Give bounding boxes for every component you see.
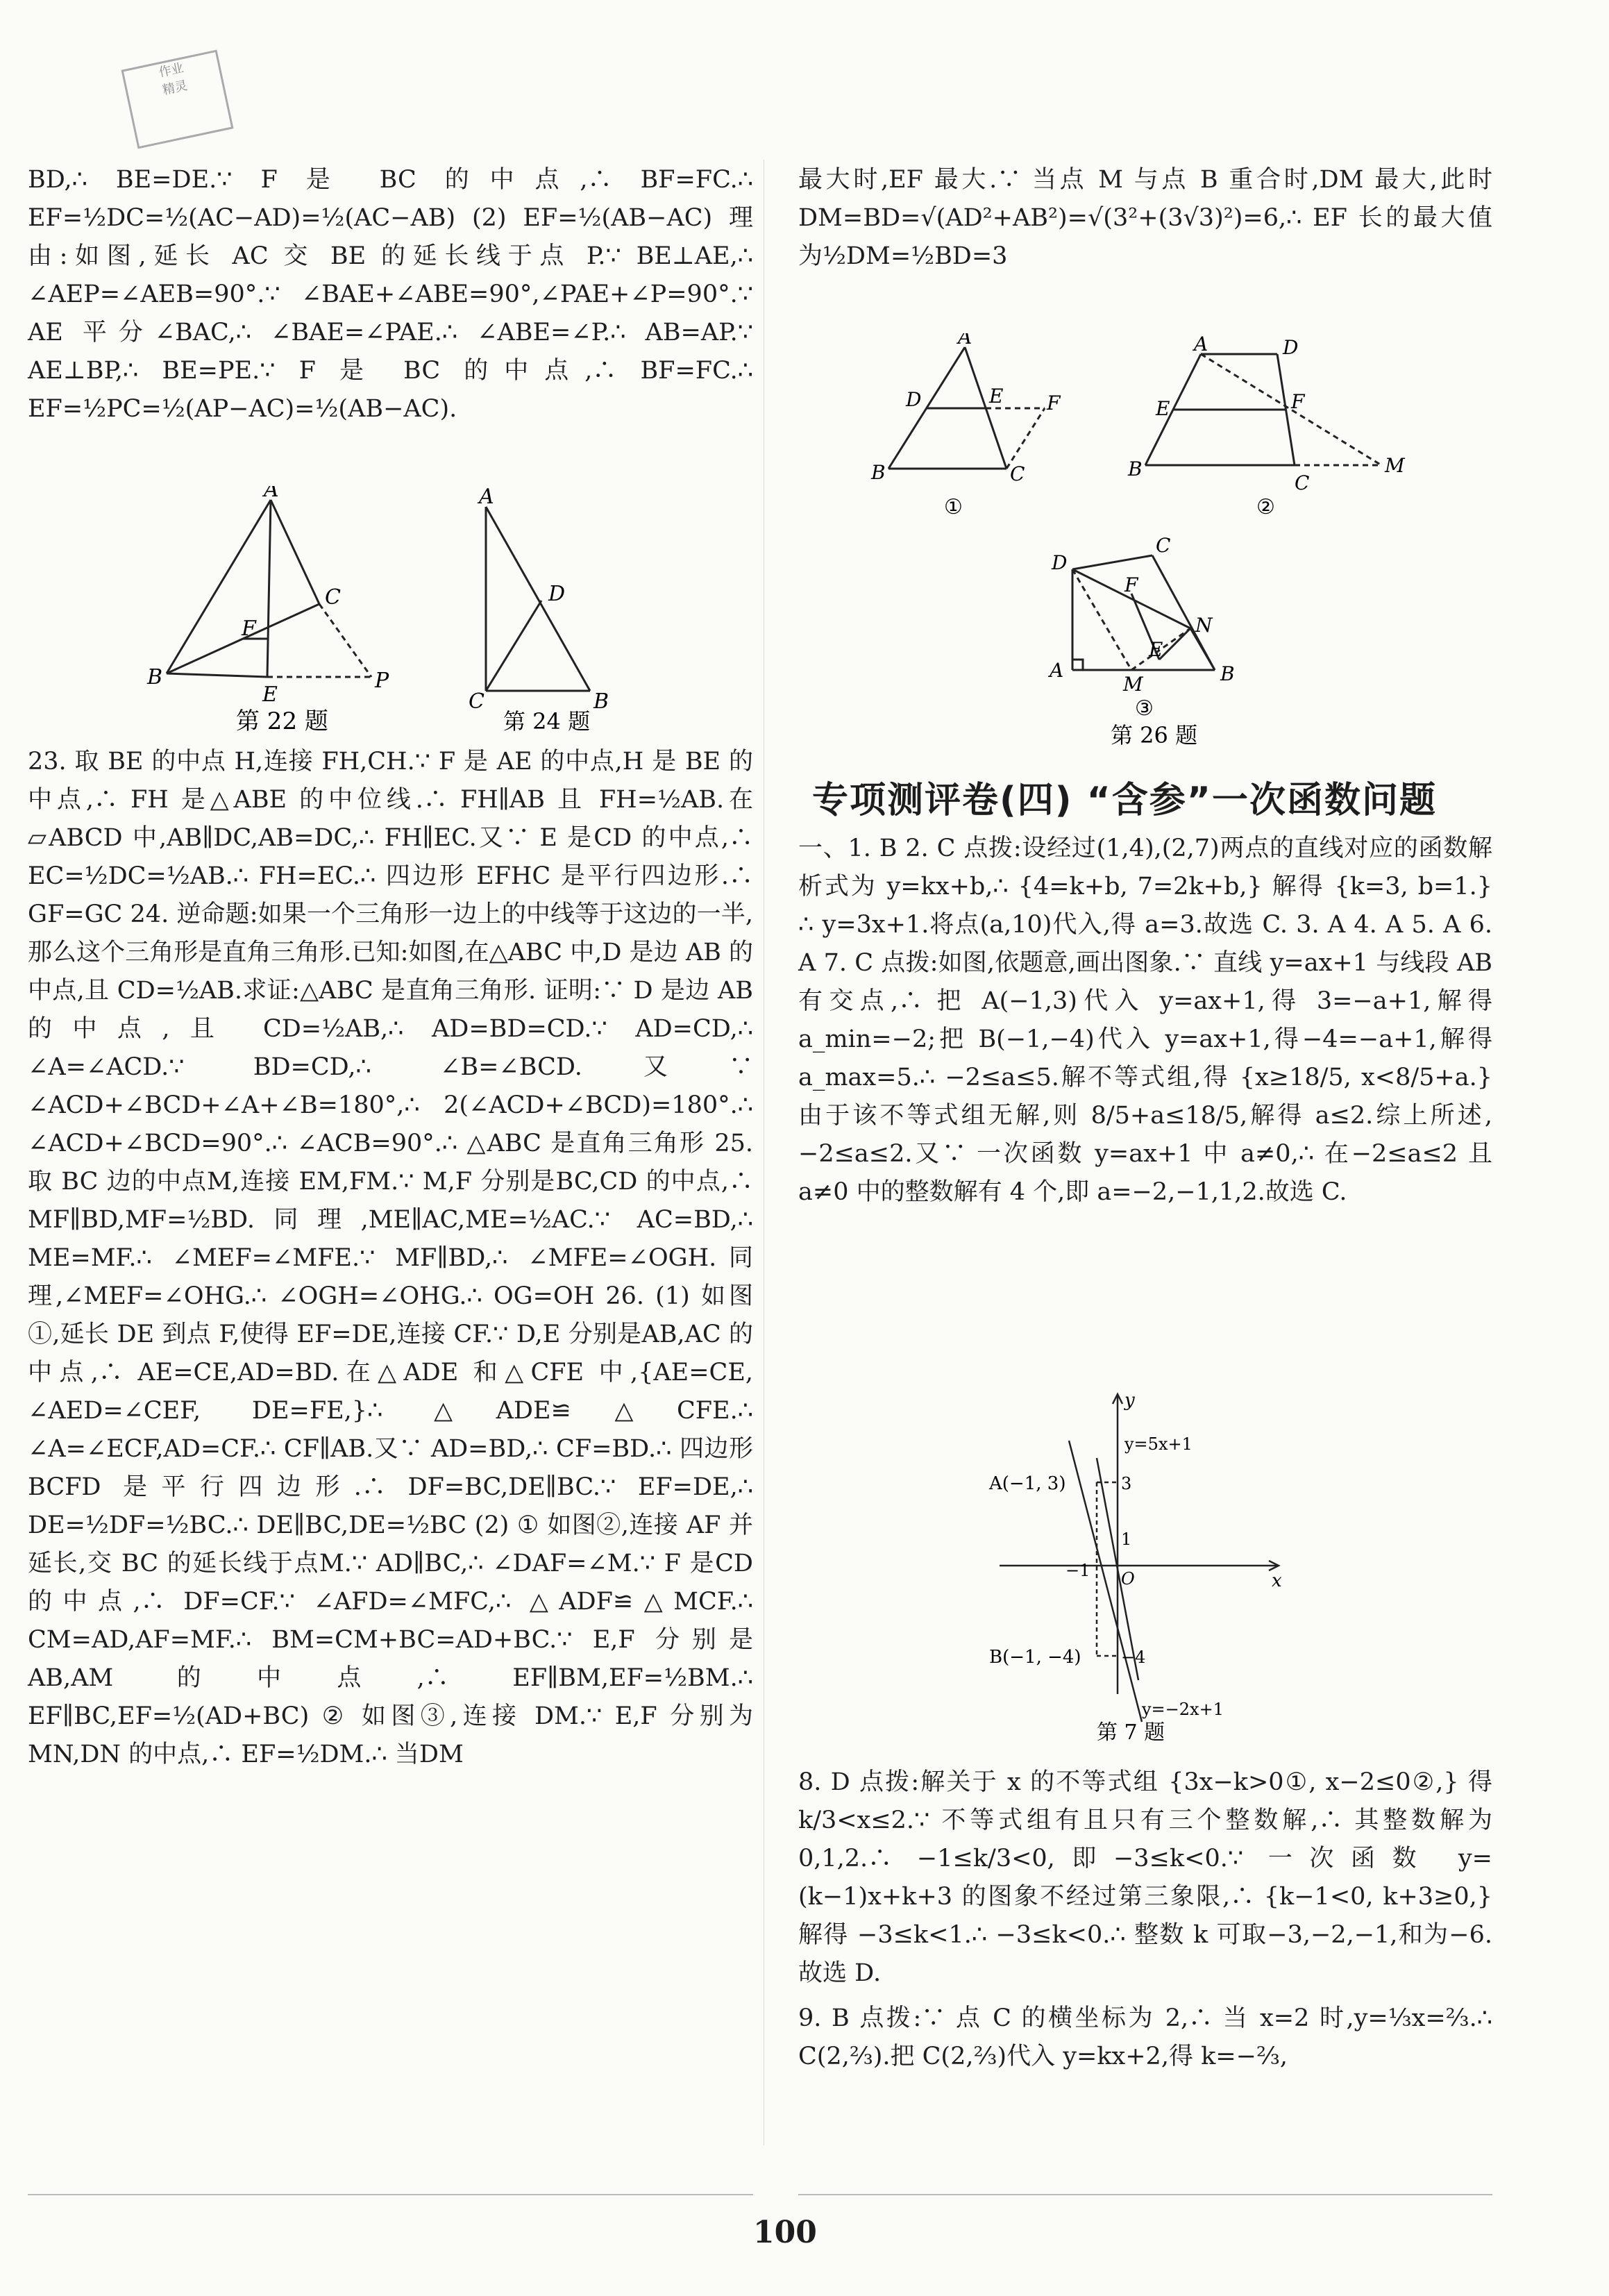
svg-text:E: E [262, 682, 278, 707]
svg-text:B: B [147, 665, 163, 689]
figure-26-caption: 第 26 题 [1111, 722, 1198, 748]
figure-26-1 [868, 333, 1076, 530]
svg-text:y=5x+1: y=5x+1 [1124, 1434, 1193, 1454]
svg-text:A: A [1194, 333, 1208, 355]
left-column [28, 161, 753, 435]
bottom-rule-left [28, 2194, 753, 2195]
svg-text:D: D [548, 582, 566, 606]
right-column-lower [798, 1763, 1492, 2083]
svg-text:A(−1, 3): A(−1, 3) [989, 1473, 1066, 1494]
left-column-lower [28, 743, 753, 1781]
svg-text:C: C [469, 689, 485, 714]
svg-text:D: D [1052, 551, 1068, 574]
svg-text:E: E [1156, 397, 1170, 420]
svg-text:B: B [1128, 458, 1143, 480]
answer-8: 8. D 点拨:解关于 x 的不等式组 {3x−k>0①, x−2≤0②,} 得 k/3<x≤2.∵ 不等式组有且只有三个整数解,∴ 其整数解为 0,1,2.∴ −1≤k/3<0,即−3≤k<0.∵ 一次函数 y=(k−1)x+k+3 的图象不经过第三象限,∴ {k−1<0, k+3≥0,} 解得 −3≤k<1.∴ −3≤k<0.∴ 整数 k 可取−3,−2,−1,和为−6.故选 D. [798, 1768, 1492, 1987]
right-column-top [798, 161, 1492, 283]
svg-text:C: C [1295, 471, 1310, 494]
svg-text:B(−1, −4): B(−1, −4) [989, 1647, 1081, 1668]
svg-text:F: F [1124, 573, 1138, 596]
right-column-body [798, 830, 1492, 1218]
svg-text:A: A [958, 333, 972, 349]
svg-text:3: 3 [1121, 1474, 1132, 1493]
svg-text:P: P [375, 669, 389, 693]
svg-text:M: M [1385, 454, 1405, 477]
svg-text:1: 1 [1121, 1530, 1132, 1549]
svg-text:D: D [906, 388, 922, 411]
bottom-rule-right [798, 2194, 1492, 2195]
svg-text:A: A [1050, 659, 1064, 682]
figure-26-3-caption: ③ [1135, 696, 1154, 721]
svg-text:y=−2x+1: y=−2x+1 [1142, 1700, 1224, 1719]
stamp-logo: 作业 精灵 [121, 50, 233, 149]
figure-26-1-caption: ① [944, 495, 963, 519]
svg-text:E: E [989, 385, 1004, 408]
figure-22 [139, 486, 430, 739]
section-title: 专项测评卷(四) “含参”一次函数问题 [812, 780, 1437, 821]
svg-text:B: B [1220, 662, 1235, 685]
svg-text:D: D [1283, 336, 1299, 359]
svg-text:A: A [479, 486, 494, 509]
svg-text:E: E [1149, 638, 1163, 661]
svg-text:F: F [242, 617, 256, 641]
figure-24-caption: 第 24 题 [503, 708, 591, 735]
svg-text:−1: −1 [1065, 1561, 1090, 1580]
figure-26-3 [1041, 528, 1270, 760]
svg-text:y: y [1124, 1390, 1135, 1411]
figure-24 [451, 486, 632, 739]
figure-7-caption: 第 7 题 [1097, 1720, 1165, 1745]
answer-22-continued: BD,∴ BE=DE.∵ F 是 BC 的中点,∴ BF=FC.∴ EF=½DC=½(AC−AD)=½(AC−AB) (2) EF=½(AB−AC) 理由:如图,延长 AC 交 BE 的延长线于点 P.∵ BE⊥AE,∴ ∠AEP=∠AEB=90°.∵ ∠BAE+∠ABE=90°,∠PAE+∠P=90°.∵ AE 平分∠BAC,∴ ∠BAE=∠PAE.∴ ∠ABE=∠P.∴ AB=AP.∵ AE⊥BP,∴ BE=PE.∵ F 是 BC 的中点,∴ BF=FC.∴ EF=½PC=½(AP−AC)=½(AB−AC). [28, 166, 753, 423]
figure-26-2-caption: ② [1256, 495, 1275, 519]
svg-text:B: B [871, 461, 886, 484]
svg-text:F: F [1291, 390, 1305, 413]
svg-text:C: C [325, 585, 341, 610]
figure-26-2 [1124, 333, 1423, 530]
answer-9: 9. B 点拨:∵ 点 C 的横坐标为 2,∴ 当 x=2 时,y=⅓x=⅔.∴ C(2,⅔).把 C(2,⅔)代入 y=kx+2,得 k=−⅔, [798, 2004, 1492, 2070]
answer-26-ending: 最大时,EF 最大.∵ 当点 M 与点 B 重合时,DM 最大,此时 DM=BD=√(AD²+AB²)=√(3²+(3√3)²)=6,∴ EF 长的最大值为½DM=½BD=3 [798, 166, 1492, 270]
svg-text:x: x [1272, 1570, 1282, 1591]
figure-22-caption: 第 22 题 [236, 707, 328, 735]
figure-7 [986, 1389, 1305, 1752]
svg-text:C: C [1010, 462, 1025, 485]
svg-text:−4: −4 [1121, 1648, 1146, 1667]
svg-text:N: N [1195, 614, 1213, 637]
answers-1-7: 一、1. B 2. C 点拨:设经过(1,4),(2,7)两点的直线对应的函数解析式为 y=kx+b,∴ {4=k+b, 7=2k+b,} 解得 {k=3, b=1.} ∴ y=3x+1.将点(a,10)代入,得 a=3.故选 C. 3. A 4. A 5. A 6. A 7. C 点拨:如图,依题意,画出图象.∵ 直线 y=ax+1 与线段 AB 有交点,∴ 把 A(−1,3)代入 y=ax+1,得 3=−a+1,解得 a_min=−2;把 B(−1,−4)代入 y=ax+1,得−4=−a+1,解得 a_max=5.∴ −2≤a≤5.解不等式组,得 {x≥18/5, x<8/5+a.} 由于该不等式组无解,则 8/5+a≤18/5,解得 a≤2.综上所述,−2≤a≤2.又∵ 一次函数 y=ax+1 中 a≠0,∴ 在−2≤a≤2 且 a≠0 中的整数解有 4 个,即 a=−2,−1,1,2.故选 C. [798, 835, 1492, 1206]
svg-text:O: O [1121, 1569, 1135, 1589]
page-number: 100 [753, 2215, 817, 2250]
svg-text:B: B [593, 689, 609, 714]
label-a: A [264, 486, 279, 502]
svg-text:C: C [1156, 534, 1171, 557]
svg-text:M: M [1123, 673, 1143, 696]
answers-23-26: 23. 取 BE 的中点 H,连接 FH,CH.∵ F 是 AE 的中点,H 是 BE 的中点,∴ FH 是△ABE 的中位线.∴ FH∥AB 且 FH=½AB.在▱ABCD 中,AB∥DC,AB=DC,∴ FH∥EC.又∵ E 是CD 的中点,∴ EC=½DC=½AB.∴ FH=EC.∴ 四边形 EFHC 是平行四边形.∴ GF=GC 24. 逆命题:如果一个三角形一边上的中线等于这边的一半,那么这个三角形是直角三角形.已知:如图,在△ABC 中,D 是边 AB 的中点,且 CD=½AB.求证:△ABC 是直角三角形. 证明:∵ D 是边 AB 的中点,且 CD=½AB,∴ AD=BD=CD.∵ AD=CD,∴ ∠A=∠ACD.∵ BD=CD,∴ ∠B=∠BCD.又∵ ∠ACD+∠BCD+∠A+∠B=180°,∴ 2(∠ACD+∠BCD)=180°.∴ ∠ACD+∠BCD=90°.∴ ∠ACB=90°.∴ △ABC 是直角三角形 25. 取 BC 边的中点M,连接 EM,FM.∵ M,F 分别是BC,CD 的中点,∴ MF∥BD,MF=½BD.同理,ME∥AC,ME=½AC.∵ AC=BD,∴ ME=MF.∴ ∠MEF=∠MFE.∵ MF∥BD,∴ ∠MFE=∠OGH.同理,∠MEF=∠OHG.∴ ∠OGH=∠OHG.∴ OG=OH 26. (1) 如图①,延长 DE 到点 F,使得 EF=DE,连接 CF.∵ D,E 分别是AB,AC 的中点,∴ AE=CE,AD=BD.在△ADE 和△CFE 中,{AE=CE, ∠AED=∠CEF, DE=FE,}∴ △ADE≌△CFE.∴ ∠A=∠ECF,AD=CF.∴ CF∥AB.又∵ AD=BD,∴ CF=BD.∴ 四边形 BCFD 是平行四边形.∴ DF=BC,DE∥BC.∵ EF=DE,∴ DE=½DF=½BC.∴ DE∥BC,DE=½BC (2) ① 如图②,连接 AF 并延长,交 BC 的延长线于点M.∵ AD∥BC,∴ ∠DAF=∠M.∵ F 是CD 的中点,∴ DF=CF.∵ ∠AFD=∠MFC,∴ △ADF≌△MCF.∴ CM=AD,AF=MF.∴ BM=CM+BC=AD+BC.∵ E,F 分别是AB,AM 的中点,∴ EF∥BM,EF=½BM.∴ EF∥BC,EF=½(AD+BC) ② 如图③,连接 DM.∵ E,F 分别为MN,DN 的中点,∴ EF=½DM.∴ 当DM [28, 748, 753, 1768]
svg-text:F: F [1047, 392, 1061, 414]
